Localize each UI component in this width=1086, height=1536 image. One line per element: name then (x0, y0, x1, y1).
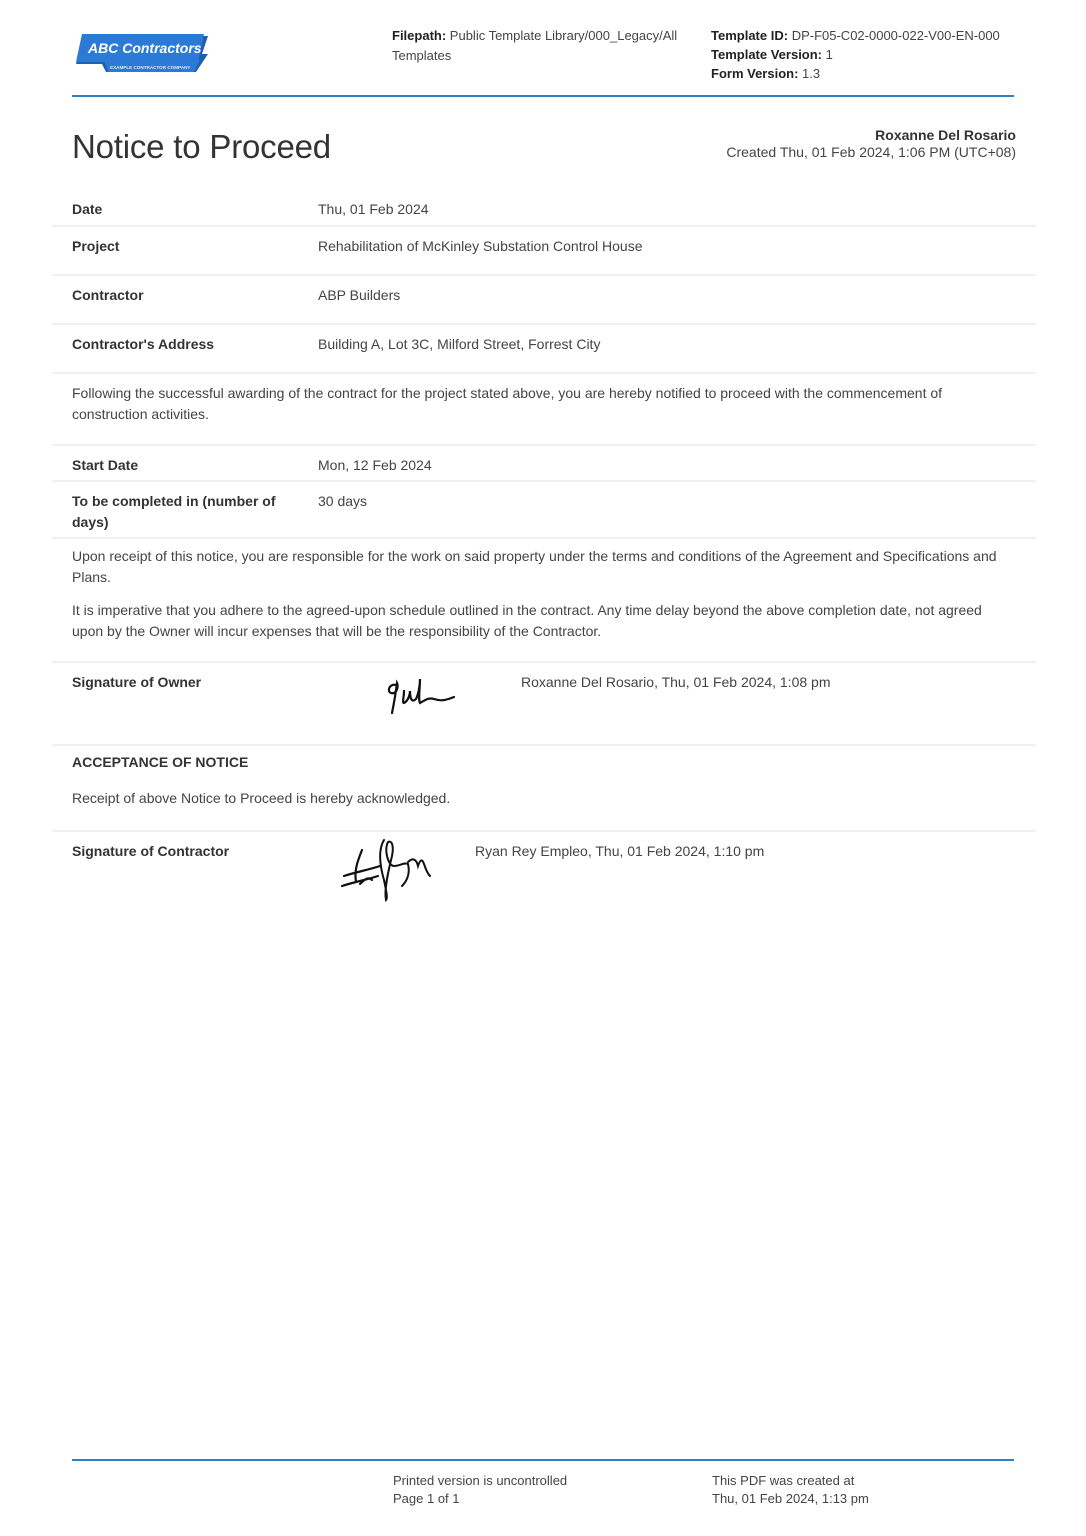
intro-paragraph-row (52, 374, 1036, 446)
intro-paragraph: Following the successful awarding of the contract for the project stated above, you are hereby notified to proceed with the commencement of construction activities. (72, 385, 943, 422)
page-number: Page 1 of 1 (393, 1491, 460, 1506)
template-meta (711, 26, 1031, 83)
acceptance-text: Receipt of above Notice to Proceed is hereby acknowledged. (72, 790, 451, 806)
owner-signed-by: Roxanne Del Rosario, Thu, 01 Feb 2024, 1:08 pm (521, 674, 831, 690)
company-logo (74, 34, 210, 74)
field-value: Building A, Lot 3C, Milford Street, Forrest City (318, 336, 601, 352)
field-row-project (52, 227, 1036, 276)
signature-icon (382, 677, 466, 717)
form-version-label: Form Version: (711, 66, 799, 81)
field-row-date (52, 190, 1036, 227)
field-row-contractor (52, 276, 1036, 325)
page-title: Notice to Proceed (72, 128, 331, 165)
header-divider (72, 95, 1014, 97)
creator-name: Roxanne Del Rosario (875, 127, 1016, 143)
field-label: Date (72, 201, 103, 217)
field-value: Rehabilitation of McKinley Substation Control House (318, 238, 643, 254)
field-value: ABP Builders (318, 287, 401, 303)
template-id-line (711, 26, 1031, 45)
template-id-label: Template ID: (711, 28, 789, 43)
template-version-value: 1 (825, 47, 833, 62)
acceptance-heading: ACCEPTANCE OF NOTICE (72, 754, 249, 770)
signature-icon (338, 836, 434, 904)
field-row-completion-days (52, 482, 1036, 539)
field-value: Mon, 12 Feb 2024 (318, 457, 432, 473)
contractor-signature-image (338, 836, 434, 910)
pdf-created-value: Thu, 01 Feb 2024, 1:13 pm (712, 1491, 869, 1506)
filepath-value: Public Template Library/000_Legacy/All Templates (392, 28, 678, 63)
owner-signature-image (382, 677, 466, 723)
field-label: Project (72, 238, 120, 254)
field-value: Thu, 01 Feb 2024 (318, 201, 429, 217)
filepath-meta (392, 26, 692, 66)
field-label: Start Date (72, 457, 139, 473)
created-timestamp: Created Thu, 01 Feb 2024, 1:06 PM (UTC+08) (726, 144, 1016, 160)
filepath-label: Filepath: (392, 28, 447, 43)
form-fields (52, 190, 1036, 912)
form-version-line (711, 64, 1031, 83)
owner-signature-row (52, 663, 1036, 746)
acceptance-section (52, 746, 1036, 832)
field-label: To be completed in (number of days) (72, 493, 276, 530)
field-label: Contractor's Address (72, 336, 215, 352)
page-header (72, 26, 1014, 96)
terms-paragraph-2: It is imperative that you adhere to the agreed-upon schedule outlined in the contract. Any time delay beyond the above completion date, not agreed upon by the Owner will incur expenses that will be the responsibility of the Contractor. (72, 602, 982, 639)
footer-right (712, 1472, 869, 1508)
form-version-value: 1.3 (802, 66, 821, 81)
field-label: Contractor (72, 287, 144, 303)
field-row-contractor-address (52, 325, 1036, 374)
template-version-line (711, 45, 1031, 64)
creator-info (726, 127, 1016, 161)
logo-subtitle: EXAMPLE CONTRACTOR COMPANY (110, 65, 191, 70)
signature-label: Signature of Contractor (72, 843, 230, 859)
uncontrolled-notice: Printed version is uncontrolled (393, 1473, 568, 1488)
signature-label: Signature of Owner (72, 674, 202, 690)
logo-title: ABC Contractors (88, 40, 202, 56)
contractor-signature-row (52, 832, 1036, 912)
pdf-created-label: This PDF was created at (712, 1473, 855, 1488)
template-id-value: DP-F05-C02-0000-022-V00-EN-000 (791, 28, 1000, 43)
field-value: 30 days (318, 493, 368, 509)
footer-divider (72, 1459, 1014, 1461)
terms-paragraphs-row (52, 539, 1036, 663)
contractor-signed-by: Ryan Rey Empleo, Thu, 01 Feb 2024, 1:10 pm (475, 843, 765, 859)
template-version-label: Template Version: (711, 47, 823, 62)
footer-left (393, 1472, 567, 1508)
field-row-start-date (52, 446, 1036, 482)
terms-paragraph-1: Upon receipt of this notice, you are responsible for the work on said property under the terms and conditions of the Agreement and Specifications and Plans. (72, 548, 997, 585)
